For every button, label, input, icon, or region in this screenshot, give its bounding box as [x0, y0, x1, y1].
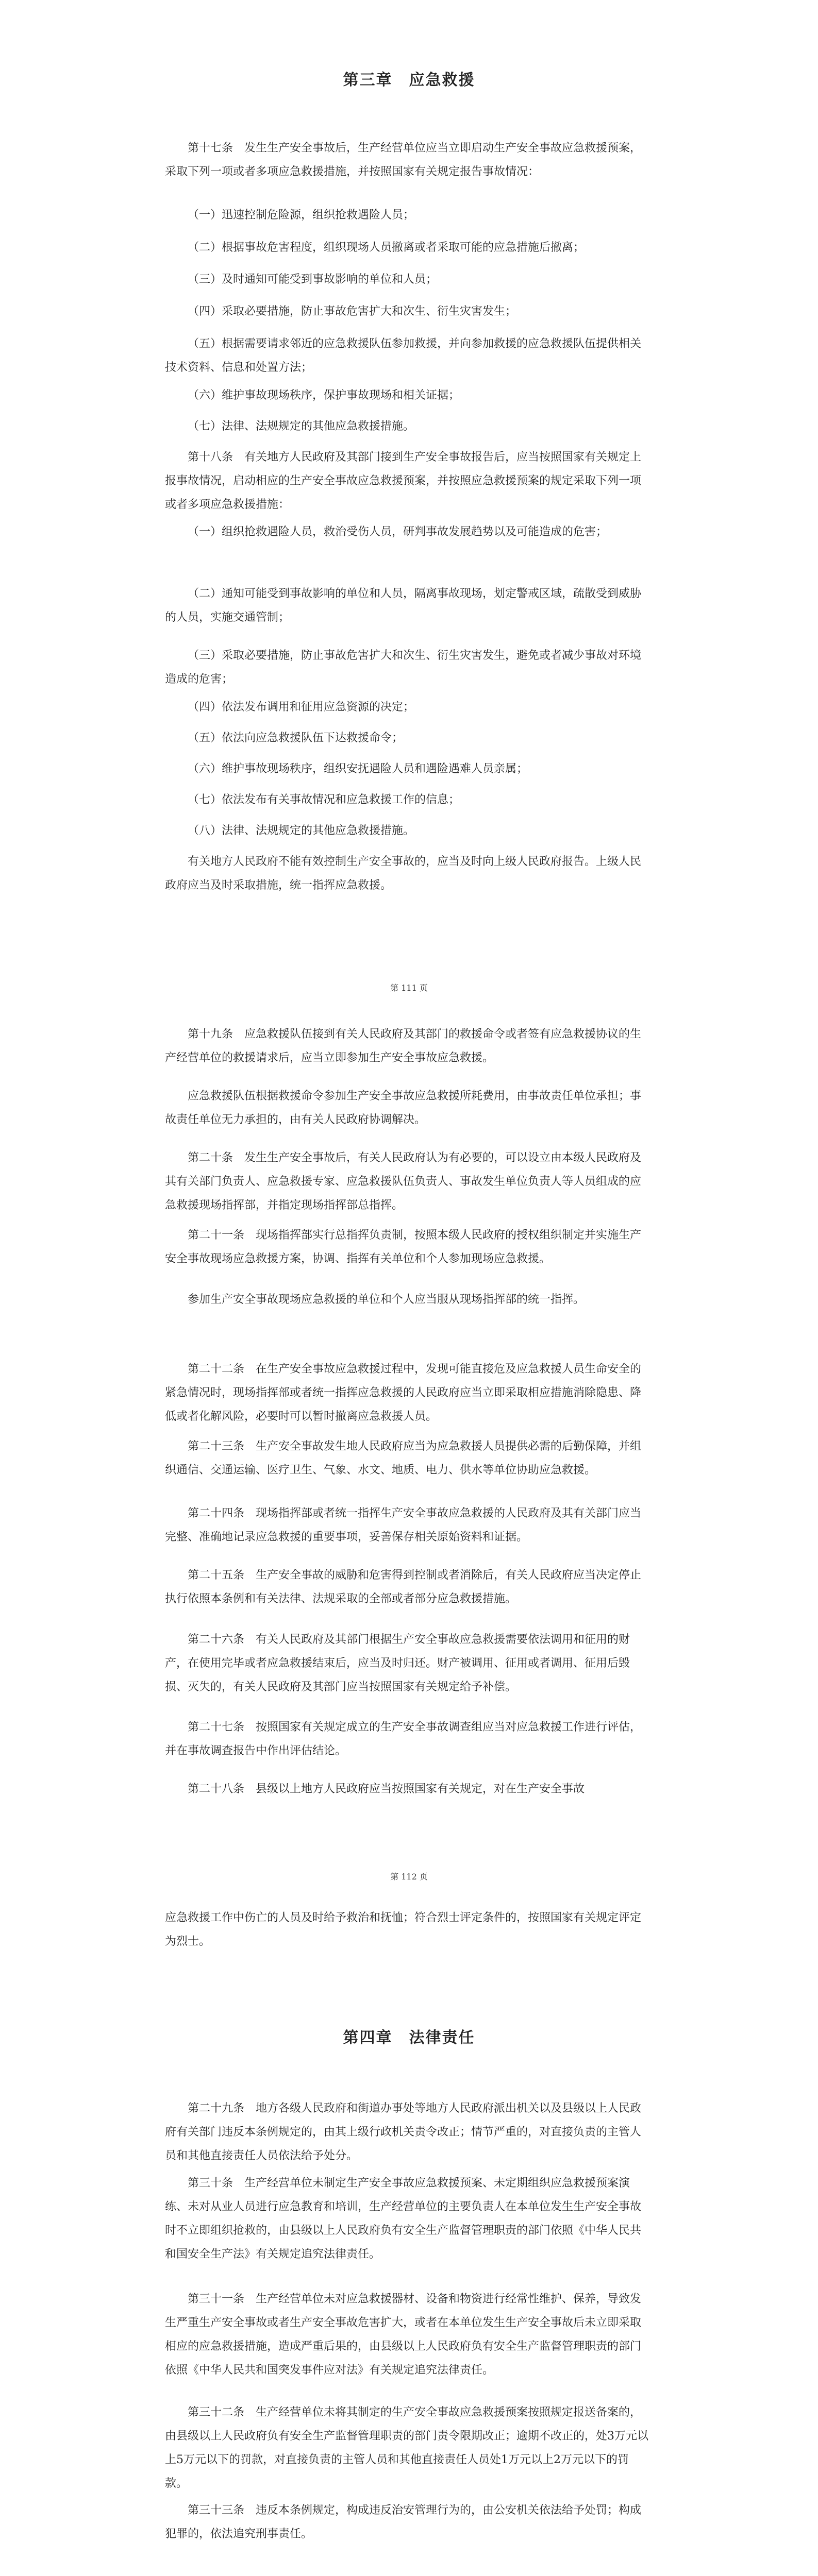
list-item: （六）维护事故现场秩序，保护事故现场和相关证据； — [188, 389, 460, 402]
list-item: （七）依法发布有关事故情况和应急救援工作的信息； — [188, 793, 460, 806]
article-31: 第三十一条 生产经营单位未对应急救援器材、设备和物资进行经常性维护、保养，导致发生严重生产安全事故或者生产安全事故危害扩大，或者在本单位发生生产安全事故后未立即采取相应的应急救援措施，造成严重后果的，由县级以上人民政府负有安全生产监督管理职责的部门依照《中华人民共和国突发事件应对法》有关规定追究法律责任。 — [165, 2293, 642, 2377]
article-30: 第三十条 生产经营单位未制定生产安全事故应急救援预案、未定期组织应急救援预案演练、未对从业人员进行应急教育和培训，生产经营单位的主要负责人在本单位发生生产安全事故时不立即组织抢救的，由县级以上人民政府负有安全生产监督管理职责的部门依照《中华人民共和国安全生产法》有关规定追究法律责任。 — [165, 2177, 642, 2261]
article-27: 第二十七条 按照国家有关规定成立的生产安全事故调查组应当对应急救援工作进行评估，并在事故调查报告中作出评估结论。 — [165, 1721, 642, 1757]
list-item: （三）采取必要措施，防止事故危害扩大和次生、衍生灾害发生，避免或者减少事故对环境造成的危害； — [165, 649, 642, 686]
article-18: 第十八条 有关地方人民政府及其部门接到生产安全事故报告后，应当按照国家有关规定上报事故情况，启动相应的生产安全事故应急救援预案，并按照应急救援预案的规定采取下列一项或者多项应急救援措施： — [165, 451, 642, 511]
article-19: 第十九条 应急救援队伍接到有关人民政府及其部门的救援命令或者签有应急救援协议的生产经营单位的救援请求后，应当立即参加生产安全事故应急救援。 — [165, 1028, 642, 1064]
article-20: 第二十条 发生生产安全事故后，有关人民政府认为有必要的，可以设立由本级人民政府及其有关部门负责人、应急救援专家、应急救援队伍负责人、事故发生单位负责人等人员组成的应急救援现场指挥部，并指定现场指挥部总指挥。 — [165, 1151, 642, 1212]
list-item: （八）法律、法规规定的其他应急救援措施。 — [188, 824, 415, 837]
list-item: （四）采取必要措施，防止事故危害扩大和次生、衍生灾害发生； — [188, 305, 517, 318]
list-item: （一）组织抢救遇险人员，救治受伤人员，研判事故发展趋势以及可能造成的危害； — [188, 526, 608, 538]
paragraph: 应急救援队伍根据救援命令参加生产安全事故应急救援所耗费用，由事故责任单位承担；事故责任单位无力承担的，由有关人民政府协调解决。 — [165, 1090, 642, 1126]
article-33: 第三十三条 违反本条例规定，构成违反治安管理行为的，由公安机关依法给予处罚；构成犯罪的，依法追究刑事责任。 — [165, 2504, 642, 2540]
paragraph: 有关地方人民政府不能有效控制生产安全事故的，应当及时向上级人民政府报告。上级人民政府应当及时采取措施，统一指挥应急救援。 — [165, 855, 642, 892]
page-number: 第 112 页 — [390, 1872, 428, 1882]
list-item: （二）根据事故危害程度，组织现场人员撤离或者采取可能的应急措施后撤离； — [188, 241, 585, 254]
article-25: 第二十五条 生产安全事故的威胁和危害得到控制或者消除后，有关人民政府应当决定停止执行依照本条例和有关法律、法规采取的全部或者部分应急救援措施。 — [165, 1569, 642, 1605]
list-item: （三）及时通知可能受到事故影响的单位和人员； — [188, 273, 438, 286]
article-32: 第三十二条 生产经营单位未将其制定的生产安全事故应急救援预案按照规定报送备案的，由县级以上人民政府负有安全生产监督管理职责的部门责令限期改正；逾期不改正的，处3万元以上5万元以下的罚款，对直接负责的主管人员和其他直接责任人员处1万元以上2万元以下的罚款。 — [165, 2406, 649, 2490]
article-26: 第二十六条 有关人民政府及其部门根据生产安全事故应急救援需要依法调用和征用的财产，在使用完毕或者应急救援结束后，应当及时归还。财产被调用、征用或者调用、征用后毁损、灭失的，有关人民政府及其部门应当按照国家有关规定给予补偿。 — [165, 1633, 630, 1693]
list-item: （一）迅速控制危险源，组织抢救遇险人员； — [188, 209, 415, 222]
chapter-4-title: 第四章 法律责任 — [343, 2029, 475, 2047]
list-item: （六）维护事故现场秩序，组织安抚遇险人员和遇险遇难人员亲属； — [188, 762, 528, 775]
list-item: （四）依法发布调用和征用应急资源的决定； — [188, 701, 415, 714]
list-item: （七）法律、法规规定的其他应急救援措施。 — [188, 420, 415, 433]
list-item: （五）根据需要请求邻近的应急救援队伍参加救援，并向参加救援的应急救援队伍提供相关技术资料、信息和处置方法； — [165, 337, 642, 374]
article-21: 第二十一条 现场指挥部实行总指挥负责制，按照本级人民政府的授权组织制定并实施生产安全事故现场应急救援方案，协调、指挥有关单位和个人参加现场应急救援。 — [165, 1229, 642, 1265]
list-item: （二）通知可能受到事故影响的单位和人员，隔离事故现场，划定警戒区域，疏散受到威胁的人员，实施交通管制； — [165, 587, 642, 624]
article-22: 第二十二条 在生产安全事故应急救援过程中，发现可能直接危及应急救援人员生命安全的紧急情况时，现场指挥部或者统一指挥应急救援的人民政府应当立即采取相应措施消除隐患、降低或者化解风险，必要时可以暂时撤离应急救援人员。 — [165, 1363, 642, 1423]
article-29: 第二十九条 地方各级人民政府和街道办事处等地方人民政府派出机关以及县级以上人民政府有关部门违反本条例规定的，由其上级行政机关责令改正；情节严重的，对直接负责的主管人员和其他直接责任人员依法给予处分。 — [165, 2102, 642, 2162]
list-item: （五）依法向应急救援队伍下达救援命令； — [188, 732, 404, 744]
paragraph: 参加生产安全事故现场应急救援的单位和个人应当服从现场指挥部的统一指挥。 — [188, 1293, 585, 1306]
article-23: 第二十三条 生产安全事故发生地人民政府应当为应急救援人员提供必需的后勤保障，并组织通信、交通运输、医疗卫生、气象、水文、地质、电力、供水等单位协助应急救援。 — [165, 1440, 642, 1477]
article-24: 第二十四条 现场指挥部或者统一指挥生产安全事故应急救援的人民政府及其有关部门应当完整、准确地记录应急救援的重要事项，妥善保存相关原始资料和证据。 — [165, 1507, 642, 1544]
article-28: 第二十八条 县级以上地方人民政府应当按照国家有关规定，对在生产安全事故 — [188, 1783, 585, 1795]
chapter-3-title: 第三章 应急救援 — [343, 71, 475, 89]
page-number: 第 111 页 — [390, 983, 428, 993]
article-17: 第十七条 发生生产安全事故后，生产经营单位应当立即启动生产安全事故应急救援预案，采取下列一项或者多项应急救援措施，并按照国家有关规定报告事故情况： — [165, 142, 642, 178]
paragraph: 应急救援工作中伤亡的人员及时给予救治和抚恤；符合烈士评定条件的，按照国家有关规定评定为烈士。 — [165, 1911, 642, 1948]
